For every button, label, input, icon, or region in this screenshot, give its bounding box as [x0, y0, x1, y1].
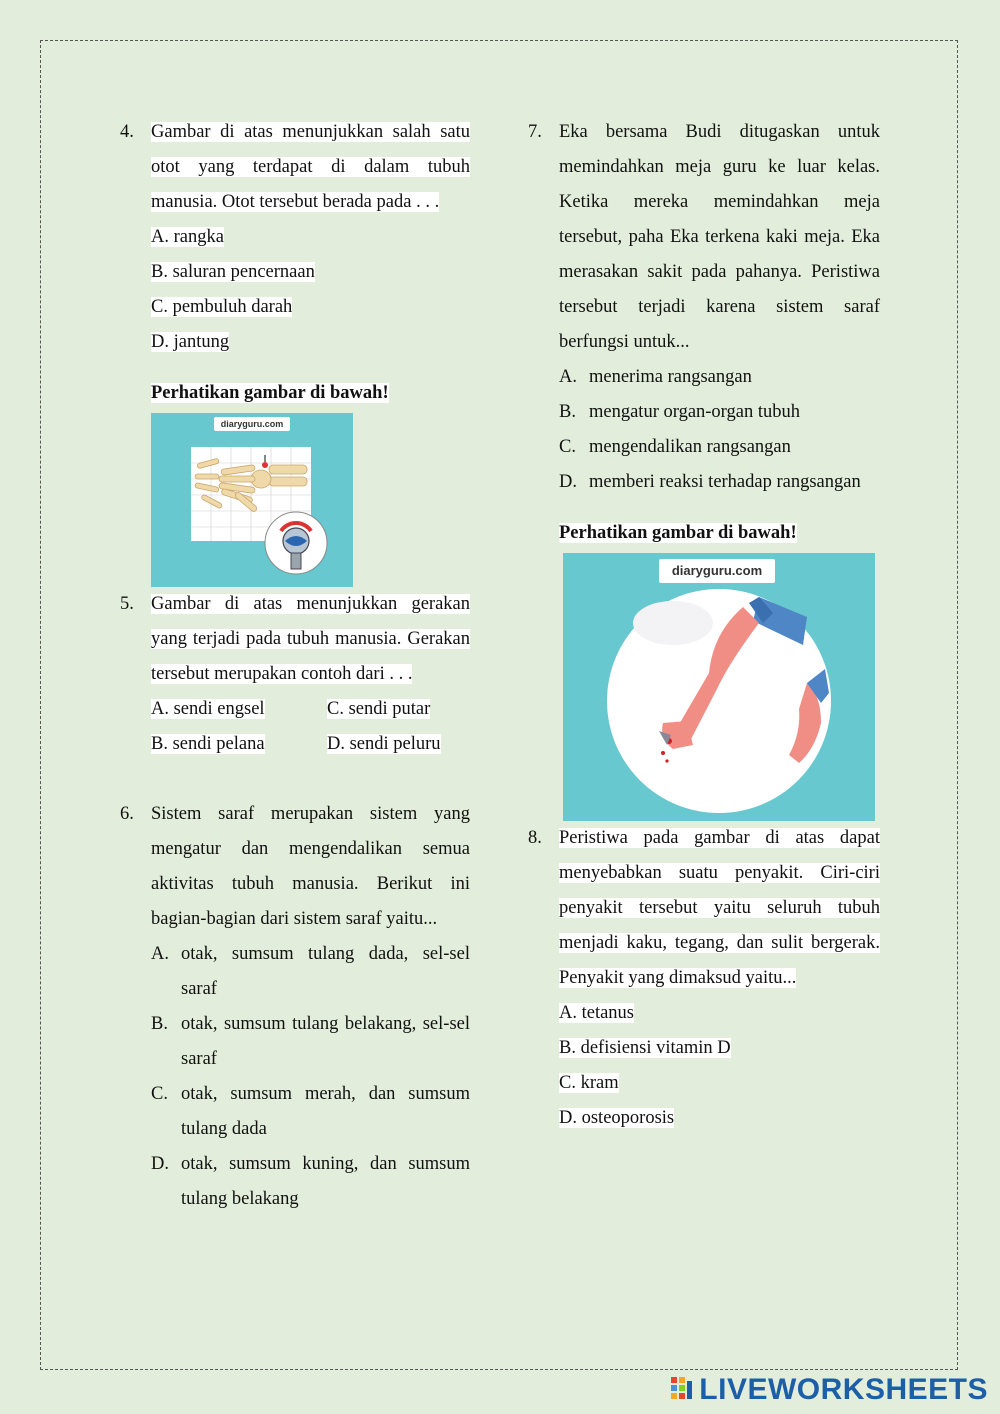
question-text: Gambar di atas menunjukkan gerakan yang terjadi pada tubuh manusia. Gerakan tersebut merupakan contoh dari . . .: [151, 594, 470, 684]
option-c[interactable]: C. sendi putar: [327, 699, 431, 719]
question-text: Eka bersama Budi ditugaskan untuk memindahkan meja guru ke luar kelas. Ketika mereka memindahkan meja tersebut, paha Eka terkena kaki meja. Eka merasakan sakit pada pahanya. Peristiwa tersebut terjadi karena sistem saraf berfungsi untuk...: [559, 122, 880, 352]
logo-text: LIVEWORKSHEETS: [699, 1373, 988, 1406]
option-d[interactable]: D. jantung: [151, 332, 230, 352]
foot-wound-image: [563, 553, 875, 821]
image-watermark: diaryguru.com: [214, 417, 290, 431]
option-d[interactable]: D. osteoporosis: [559, 1108, 675, 1128]
image-watermark: diaryguru.com: [659, 559, 775, 583]
option-a[interactable]: A. rangka: [151, 227, 224, 247]
option-d[interactable]: D. otak, sumsum kuning, dan sumsum tulang belakang: [151, 1154, 470, 1209]
option-c[interactable]: C. otak, sumsum merah, dan sumsum tulang dada: [151, 1084, 470, 1139]
option-b[interactable]: B. sendi pelana: [151, 734, 265, 754]
question-6: [120, 797, 470, 1217]
option-a[interactable]: A. sendi engsel: [151, 699, 265, 719]
question-text: Sistem saraf merupakan sistem yang mengatur dan mengendalikan semua aktivitas tubuh manusia. Berikut ini bagian-bagian dari sistem saraf yaitu...: [151, 804, 470, 929]
liveworksheets-logo[interactable]: [671, 1372, 988, 1408]
option-b[interactable]: B. otak, sumsum tulang belakang, sel-sel saraf: [151, 1014, 470, 1069]
question-5: [120, 587, 470, 762]
hand-joint-image: [151, 413, 353, 587]
question-8: [528, 821, 880, 1136]
question-number: 6.: [120, 804, 134, 824]
instruction-heading: Perhatikan gambar di bawah!: [559, 523, 797, 543]
option-c[interactable]: C. kram: [559, 1073, 619, 1093]
option-a[interactable]: A. otak, sumsum tulang dada, sel-sel saraf: [151, 944, 470, 999]
liveworksheets-logo-icon: [671, 1377, 693, 1403]
option-d[interactable]: D. sendi peluru: [327, 734, 441, 754]
right-column: [528, 115, 880, 1136]
option-a[interactable]: A. tetanus: [559, 1003, 635, 1023]
option-b[interactable]: B. saluran pencernaan: [151, 262, 315, 282]
instruction-heading: Perhatikan gambar di bawah!: [151, 383, 389, 403]
left-column: [120, 115, 470, 1217]
question-text: Gambar di atas menunjukkan salah satu otot yang terdapat di dalam tubuh manusia. Otot tersebut berada pada . . .: [151, 122, 470, 212]
hand-skeleton-joint-icon: [151, 413, 353, 587]
question-number: 5.: [120, 594, 134, 614]
option-b[interactable]: B. mengatur organ-organ tubuh: [559, 402, 800, 422]
question-7: [528, 115, 880, 500]
question-number: 4.: [120, 122, 134, 142]
question-text: Peristiwa pada gambar di atas dapat menyebabkan suatu penyakit. Ciri-ciri penyakit tersebut yaitu seluruh tubuh menjadi kaku, tegang, dan sulit bergerak. Penyakit yang dimaksud yaitu...: [559, 828, 880, 988]
option-c[interactable]: C. pembuluh darah: [151, 297, 293, 317]
option-d[interactable]: D. memberi reaksi terhadap rangsangan: [559, 472, 861, 492]
option-a[interactable]: A. menerima rangsangan: [559, 367, 752, 387]
option-c[interactable]: C. mengendalikan rangsangan: [559, 437, 791, 457]
question-number: 8.: [528, 828, 542, 848]
question-4: [120, 115, 470, 360]
option-b[interactable]: B. defisiensi vitamin D: [559, 1038, 731, 1058]
question-number: 7.: [528, 122, 542, 142]
foot-wound-icon: [563, 553, 875, 821]
